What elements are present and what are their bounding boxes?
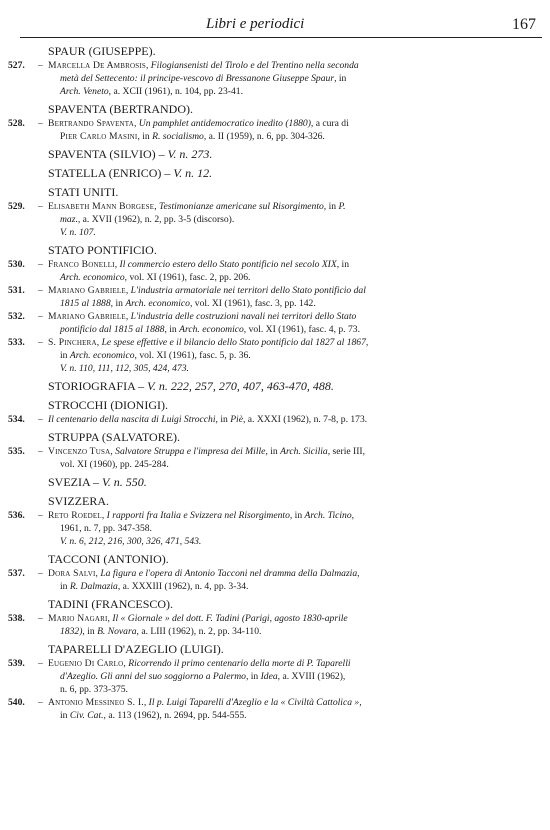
italic-text: Le spese effettive e il bilancio dello Stato pontificio dal 1827 al 1867 xyxy=(101,337,366,348)
subject-heading xyxy=(0,43,550,59)
entry-dash: – xyxy=(38,568,43,579)
bibliography-entry xyxy=(0,258,550,284)
running-title: Libri e periodici xyxy=(206,16,305,32)
plain-text: in xyxy=(60,581,70,592)
subject-heading-text: STORIOGRAFIA xyxy=(48,379,136,393)
plain-text: , xyxy=(154,201,160,212)
plain-text: , a. 113 (1962), n. 2694, pp. 544-555. xyxy=(103,710,247,721)
plain-text: , in xyxy=(265,446,281,457)
plain-text: , in xyxy=(334,73,347,84)
entry-line xyxy=(48,522,538,535)
bibliography-entry xyxy=(0,509,550,548)
bibliography-entry xyxy=(0,413,550,426)
author-name: S. Pinchera xyxy=(48,337,97,348)
entry-line xyxy=(48,458,538,471)
entry-number: 529. xyxy=(8,201,25,212)
italic-text: maz. xyxy=(60,214,78,225)
xref-dash: – xyxy=(155,147,168,161)
plain-text: , xyxy=(357,568,360,579)
cross-reference: V. n. 222, 257, 270, 407, 463-470, 488. xyxy=(147,379,334,393)
bibliography-entry xyxy=(0,59,550,98)
plain-text: vol. XI (1960), pp. 245-284. xyxy=(60,459,169,470)
plain-text: , in xyxy=(164,324,180,335)
plain-text: , xyxy=(96,337,102,348)
plain-text: , vol. XI (1961), fasc. 5, p. 36. xyxy=(134,350,251,361)
bibliography-entry xyxy=(0,310,550,336)
italic-text: R. socialismo xyxy=(152,131,204,142)
entry-dash: – xyxy=(38,613,43,624)
author-name: Franco Bonelli xyxy=(48,259,115,270)
entry-dash: – xyxy=(38,201,43,212)
plain-text: , xyxy=(359,697,362,708)
entry-line xyxy=(48,670,538,683)
italic-text: L'industria armatoriale nei territori dello Stato pontificio dal xyxy=(130,285,366,296)
plain-text: , a. XXXI (1962), n. 7-8, p. 173. xyxy=(242,414,368,425)
plain-text: , vol. XI (1961), fasc. 3, pp. 142. xyxy=(189,298,316,309)
subject-heading xyxy=(0,184,550,200)
italic-text: Arch. Veneto xyxy=(60,86,109,97)
italic-text: R. Dalmazia xyxy=(69,581,118,592)
italic-text: I rapporti fra Italia e Svizzera nel Risorgimento xyxy=(106,510,290,521)
subject-heading xyxy=(0,242,550,258)
plain-text: n. 6, pp. 373-375. xyxy=(60,684,128,695)
entry-dash: – xyxy=(38,510,43,521)
plain-text: , xyxy=(133,118,139,129)
subject-heading-text: TAPARELLI D'AZEGLIO (LUIGI). xyxy=(48,642,224,656)
entry-line xyxy=(48,336,538,349)
entry-dash: – xyxy=(38,697,43,708)
plain-text: , xyxy=(125,311,131,322)
author-name: Marcella De Ambrosis xyxy=(48,60,146,71)
plain-text: , vol. XI (1961), fasc. 2, pp. 206. xyxy=(124,272,251,283)
entry-dash: – xyxy=(38,285,43,296)
subject-heading xyxy=(0,596,550,612)
italic-text: d'Azeglio. Gli anni del suo soggiorno a Palermo xyxy=(60,671,246,682)
author-name: Mariano Gabriele xyxy=(48,311,126,322)
entry-line xyxy=(48,323,538,336)
plain-text: in xyxy=(60,710,70,721)
plain-text: , in xyxy=(323,201,339,212)
entry-line xyxy=(48,271,538,284)
plain-text: , xyxy=(365,337,369,348)
subject-heading-text: STROCCHI (DIONIGI). xyxy=(48,398,168,412)
plain-text: , in xyxy=(110,298,126,309)
subject-heading-text: STATO PONTIFICIO. xyxy=(48,243,157,257)
header-rule xyxy=(20,37,542,38)
plain-text: , a. XXXIII (1962), n. 4, pp. 3-34. xyxy=(117,581,249,592)
entry-line xyxy=(48,117,538,130)
entry-line xyxy=(48,349,538,362)
plain-text: , a. LIII (1962), n. 2, pp. 34-110. xyxy=(136,626,262,637)
italic-text: Arch. economico xyxy=(125,298,190,309)
bibliography-entry xyxy=(0,336,550,375)
subject-heading-text: TACCONI (ANTONIO). xyxy=(48,552,169,566)
bibliography-entry xyxy=(0,612,550,638)
italic-text: Un pamphlet antidemocratico inedito (1880) xyxy=(138,118,311,129)
entry-line xyxy=(48,362,538,375)
author-name: Eugenio Di Carlo xyxy=(48,658,124,669)
plain-text: , xyxy=(95,568,101,579)
plain-text: , a. XCII (1961), n. 104, pp. 23-41. xyxy=(108,86,243,97)
entry-line xyxy=(48,612,538,625)
subject-heading-text: SPAVENTA (BERTRANDO). xyxy=(48,102,194,116)
plain-text: in xyxy=(60,350,70,361)
entry-number: 528. xyxy=(8,118,25,129)
entry-number: 533. xyxy=(8,337,25,348)
plain-text: , a. II (1959), n. 6, pp. 304-326. xyxy=(203,131,325,142)
italic-text: Idea xyxy=(260,671,278,682)
cross-reference: V. n. 550. xyxy=(102,475,147,489)
italic-text: P. xyxy=(338,201,346,212)
subject-heading-text: STATELLA (ENRICO) xyxy=(48,166,162,180)
subject-heading-text: TADINI (FRANCESCO). xyxy=(48,597,174,611)
italic-text: Arch. economico xyxy=(69,350,135,361)
entry-number: 540. xyxy=(8,697,25,708)
entry-dash: – xyxy=(38,414,43,425)
subject-heading xyxy=(0,101,550,117)
plain-text: , serie III, xyxy=(327,446,366,457)
entry-number: 536. xyxy=(8,510,25,521)
plain-text: , xyxy=(351,510,355,521)
subject-heading-text: SVEZIA xyxy=(48,475,90,489)
plain-text: , xyxy=(114,259,120,270)
entry-dash: – xyxy=(38,311,43,322)
entry-number: 532. xyxy=(8,311,25,322)
subject-heading xyxy=(0,551,550,567)
author-name: Bertrando Spaventa xyxy=(48,118,134,129)
italic-text: Testimonianze americane sul Risorgimento xyxy=(159,201,324,212)
author-name: Reto Roedel xyxy=(48,510,102,521)
plain-text: , xyxy=(101,510,107,521)
entry-number: 537. xyxy=(8,568,25,579)
running-head xyxy=(0,16,550,34)
entry-line xyxy=(48,657,538,670)
entry-line xyxy=(48,580,538,593)
bibliography-entry xyxy=(0,445,550,471)
italic-text: Il « Giornale » del dott. F. Tadini (Parigi, agosto 1830-aprile xyxy=(112,613,348,624)
bibliography-entry xyxy=(0,567,550,593)
entry-number: 530. xyxy=(8,259,25,270)
subject-heading xyxy=(0,429,550,445)
entry-number: 531. xyxy=(8,285,25,296)
entry-line xyxy=(48,59,538,72)
subject-heading xyxy=(0,165,550,181)
plain-text: , xyxy=(143,697,149,708)
italic-text: Arch. economico xyxy=(60,272,125,283)
entry-line xyxy=(48,258,538,271)
italic-text: Arch. Sicilia xyxy=(280,446,328,457)
author-name: Pier Carlo Masini xyxy=(60,131,138,142)
entry-number: 539. xyxy=(8,658,25,669)
subject-heading-text: STRUPPA (SALVATORE). xyxy=(48,430,181,444)
subject-heading-text: SVIZZERA. xyxy=(48,494,109,508)
entry-line xyxy=(48,310,538,323)
entry-line xyxy=(48,509,538,522)
author-name: Mariano Gabriele xyxy=(48,285,126,296)
entry-line xyxy=(48,625,538,638)
entry-line xyxy=(48,535,538,548)
italic-text: Piè xyxy=(230,414,243,425)
italic-text: Ricorrendo il primo centenario della morte di P. Taparelli xyxy=(128,658,351,669)
subject-heading-text: SPAVENTA (SILVIO) xyxy=(48,147,156,161)
xref-dash: – xyxy=(135,379,148,393)
italic-text: V. n. 110, 111, 112, 305, 424, 473. xyxy=(60,363,189,374)
italic-text: V. n. 6, 212, 216, 300, 326, 471, 543. xyxy=(60,536,202,547)
author-name: Mario Nagari xyxy=(48,613,108,624)
author-name: Dora Salvi xyxy=(48,568,96,579)
italic-text: Salvatore Struppa e l'impresa dei Mille xyxy=(115,446,266,457)
italic-text: V. n. 107. xyxy=(60,227,96,238)
cross-reference: V. n. 12. xyxy=(173,166,213,180)
plain-text: , in xyxy=(245,671,261,682)
subject-heading-text: STATI UNITI. xyxy=(48,185,119,199)
plain-text: , in xyxy=(137,131,153,142)
entry-dash: – xyxy=(38,446,43,457)
author-name: Antonio Messineo S. I. xyxy=(48,697,144,708)
plain-text: , xyxy=(110,446,116,457)
entry-number: 535. xyxy=(8,446,25,457)
entry-line xyxy=(48,85,538,98)
entry-line xyxy=(48,567,538,580)
subject-heading xyxy=(0,397,550,413)
cross-reference: V. n. 273. xyxy=(167,147,213,161)
entry-dash: – xyxy=(38,60,43,71)
plain-text: , xyxy=(125,285,131,296)
entry-dash: – xyxy=(38,118,43,129)
entry-line xyxy=(48,696,538,709)
entry-line xyxy=(48,130,538,143)
entry-line xyxy=(48,72,538,85)
entry-line xyxy=(48,683,538,696)
subject-heading xyxy=(0,378,550,394)
entry-line xyxy=(48,709,538,722)
italic-text: Il commercio estero dello Stato pontificio nel secolo XIX xyxy=(119,259,337,270)
italic-text: Il p. Luigi Taparelli d'Azeglio e la « Civiltà Cattolica » xyxy=(148,697,360,708)
plain-text: , xyxy=(123,658,129,669)
plain-text: , a. XVIII (1962), xyxy=(277,671,346,682)
entry-line xyxy=(48,297,538,310)
entry-line xyxy=(48,284,538,297)
italic-text: B. Novara xyxy=(97,626,137,637)
bibliography-entry xyxy=(0,200,550,239)
italic-text: Arch. Ticino xyxy=(304,510,352,521)
author-name: Elisabeth Mann Borgese xyxy=(48,201,155,212)
xref-dash: – xyxy=(90,475,102,489)
italic-text: La figura e l'opera di Antonio Tacconi nel dramma della Dalmazia xyxy=(100,568,358,579)
entry-line xyxy=(48,213,538,226)
entry-line xyxy=(48,445,538,458)
entry-line xyxy=(48,200,538,213)
bibliography-entry xyxy=(0,117,550,143)
italic-text: L'industria delle costruzioni navali nei territori dello Stato xyxy=(130,311,357,322)
italic-text: Civ. Cat. xyxy=(69,710,104,721)
entry-line xyxy=(48,226,538,239)
subject-heading xyxy=(0,146,550,162)
entry-dash: – xyxy=(38,337,43,348)
plain-text: , vol. XI (1961), fasc. 4, p. 73. xyxy=(243,324,360,335)
entry-line xyxy=(48,413,538,426)
entry-dash: – xyxy=(38,658,43,669)
italic-text: Filogiansenisti del Tirolo e del Trentino nella seconda xyxy=(150,60,359,71)
italic-text: 1815 al 1888 xyxy=(60,298,111,309)
entry-number: 527. xyxy=(8,60,25,71)
plain-text: , a. XVII (1962), n. 2, pp. 3-5 (discorso). xyxy=(77,214,235,225)
italic-text: Arch. economico xyxy=(179,324,244,335)
italic-text: Il centenario della nascita di Luigi Strocchi xyxy=(48,414,216,425)
subject-heading xyxy=(0,641,550,657)
italic-text: metà del Settecento: il principe-vescovo di Bressanone Giuseppe Spaur xyxy=(60,73,335,84)
italic-text: 1832) xyxy=(60,626,83,637)
plain-text: , a cura di xyxy=(310,118,349,129)
bibliography-entry xyxy=(0,284,550,310)
bibliography-list xyxy=(0,40,550,722)
entry-number: 534. xyxy=(8,414,25,425)
plain-text: 1961, n. 7, pp. 347-358. xyxy=(60,523,152,534)
plain-text: , xyxy=(107,613,113,624)
plain-text: , in xyxy=(289,510,305,521)
italic-text: pontificio dal 1815 al 1888 xyxy=(60,324,165,335)
page-number: 167 xyxy=(512,16,536,33)
plain-text: , in xyxy=(82,626,98,637)
author-name: Vincenzo Tusa xyxy=(48,446,111,457)
subject-heading xyxy=(0,493,550,509)
subject-heading-text: SPAUR (GIUSEPPE). xyxy=(48,44,156,58)
entry-number: 538. xyxy=(8,613,25,624)
plain-text: , in xyxy=(336,259,350,270)
xref-dash: – xyxy=(161,166,174,180)
plain-text: , in xyxy=(215,414,231,425)
bibliography-entry xyxy=(0,657,550,696)
subject-heading xyxy=(0,474,550,490)
entry-dash: – xyxy=(38,259,43,270)
plain-text: , xyxy=(145,60,151,71)
bibliography-entry xyxy=(0,696,550,722)
